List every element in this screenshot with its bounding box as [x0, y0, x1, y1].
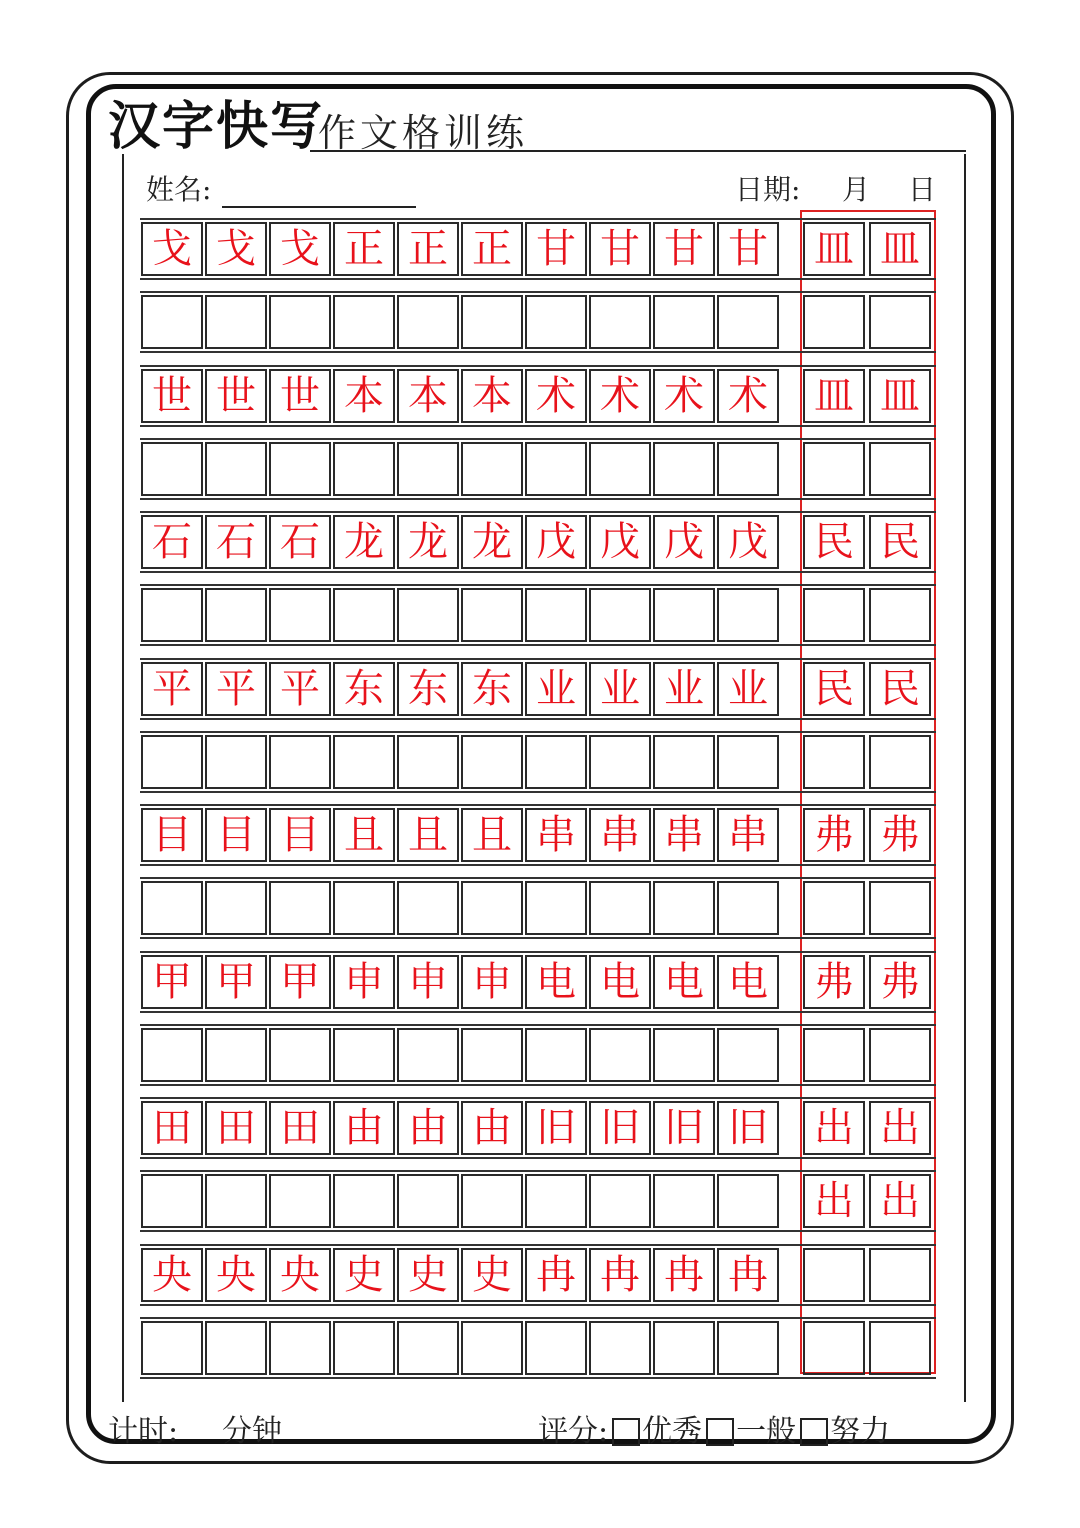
side-grid-cell[interactable]: 民: [869, 515, 931, 569]
side-grid-cell[interactable]: [803, 295, 865, 349]
grid-cell[interactable]: [461, 1321, 523, 1375]
grid-cell[interactable]: 正: [333, 222, 395, 276]
grid-cell[interactable]: 本: [397, 369, 459, 423]
grid-cell[interactable]: 正: [461, 222, 523, 276]
side-grid-cell[interactable]: 民: [803, 515, 865, 569]
side-grid-cell[interactable]: [803, 881, 865, 935]
grid-cell[interactable]: 申: [333, 955, 395, 1009]
date-day-label: 日: [908, 173, 937, 206]
model-row: [140, 1101, 936, 1155]
grid-cell[interactable]: [589, 1321, 651, 1375]
grid-cell[interactable]: [269, 1321, 331, 1375]
model-row: [140, 515, 936, 569]
grid-cell[interactable]: [461, 1174, 523, 1228]
timer-unit: 分钟: [222, 1414, 282, 1449]
grid-cell[interactable]: 串: [589, 808, 651, 862]
grid-cell[interactable]: [141, 442, 203, 496]
grade-option-effort: 努力: [830, 1414, 891, 1449]
grid-cell[interactable]: [269, 1028, 331, 1082]
grid-cell[interactable]: 本: [461, 369, 523, 423]
side-grid-cell[interactable]: 皿: [803, 222, 865, 276]
grid-cell[interactable]: 电: [589, 955, 651, 1009]
model-row: [140, 955, 936, 1009]
grid-cell[interactable]: 甘: [589, 222, 651, 276]
grid-cell[interactable]: [333, 588, 395, 642]
grid-cell[interactable]: [461, 295, 523, 349]
side-grid-cell[interactable]: [869, 295, 931, 349]
practice-row: [140, 295, 936, 349]
grid-cell[interactable]: 世: [269, 369, 331, 423]
side-grid-cell[interactable]: 民: [869, 662, 931, 716]
grid-cell[interactable]: 戈: [141, 222, 203, 276]
practice-row: [140, 1028, 936, 1082]
grid-cell[interactable]: 正: [397, 222, 459, 276]
grid-cell[interactable]: [141, 1174, 203, 1228]
model-row: [140, 808, 936, 862]
practice-row: [140, 1321, 936, 1375]
grid-cell[interactable]: [525, 881, 587, 935]
model-row: [140, 1248, 936, 1302]
title-rule: [310, 150, 966, 152]
grid-cell[interactable]: 戈: [269, 222, 331, 276]
grid-cell[interactable]: [141, 881, 203, 935]
side-grid-cell[interactable]: [803, 588, 865, 642]
grid-cell[interactable]: 戊: [653, 515, 715, 569]
grid-cell[interactable]: 术: [589, 369, 651, 423]
grid-cell[interactable]: [205, 1174, 267, 1228]
grid-cell[interactable]: 由: [461, 1101, 523, 1155]
grid-cell[interactable]: 世: [205, 369, 267, 423]
grid-cell[interactable]: 史: [397, 1248, 459, 1302]
grid-cell[interactable]: 世: [141, 369, 203, 423]
grade-label: 评分:: [538, 1414, 609, 1449]
side-grid-cell[interactable]: 弗: [803, 808, 865, 862]
grid-cell[interactable]: [717, 881, 779, 935]
grid-cell[interactable]: 戊: [717, 515, 779, 569]
grid-cell[interactable]: 史: [333, 1248, 395, 1302]
grid-cell[interactable]: 业: [717, 662, 779, 716]
grid-cell[interactable]: [589, 1174, 651, 1228]
grid-cell[interactable]: 由: [333, 1101, 395, 1155]
brand-title: 汉字快写: [108, 97, 325, 157]
side-grid-cell[interactable]: 弗: [803, 955, 865, 1009]
grid-cell[interactable]: [269, 442, 331, 496]
side-grid-cell[interactable]: [803, 1028, 865, 1082]
grid-cell[interactable]: [333, 881, 395, 935]
grid-cell[interactable]: [397, 1321, 459, 1375]
grid-cell[interactable]: 平: [141, 662, 203, 716]
grid-cell[interactable]: [333, 1321, 395, 1375]
grid-cell[interactable]: 龙: [333, 515, 395, 569]
grid-cell[interactable]: [397, 1028, 459, 1082]
grid-cell[interactable]: [205, 588, 267, 642]
grid-cell[interactable]: [717, 1321, 779, 1375]
grid-cell[interactable]: 目: [269, 808, 331, 862]
grid-cell[interactable]: 冉: [589, 1248, 651, 1302]
side-grid-cell[interactable]: [869, 442, 931, 496]
grid-cell[interactable]: [717, 442, 779, 496]
grid-cell[interactable]: 电: [717, 955, 779, 1009]
grid-cell[interactable]: [653, 735, 715, 789]
date-label: 日期:: [735, 173, 801, 206]
grid-cell[interactable]: 业: [525, 662, 587, 716]
grid-cell[interactable]: 平: [205, 662, 267, 716]
grid-cell[interactable]: 串: [525, 808, 587, 862]
grid-cell[interactable]: [653, 295, 715, 349]
grid-cell[interactable]: 平: [269, 662, 331, 716]
side-grid-cell[interactable]: 弗: [869, 955, 931, 1009]
grid-cell[interactable]: [525, 735, 587, 789]
model-row: [140, 222, 936, 276]
side-grid-cell[interactable]: 皿: [869, 222, 931, 276]
grid-cell[interactable]: [525, 295, 587, 349]
grid-cell[interactable]: [589, 442, 651, 496]
grid-cell[interactable]: [589, 735, 651, 789]
grid-cell[interactable]: [461, 735, 523, 789]
name-field[interactable]: [222, 206, 416, 208]
grid-cell[interactable]: [525, 588, 587, 642]
grid-cell[interactable]: [333, 735, 395, 789]
grid-cell[interactable]: 东: [333, 662, 395, 716]
grid-cell[interactable]: [141, 1028, 203, 1082]
grid-cell[interactable]: 戊: [525, 515, 587, 569]
side-grid-cell[interactable]: [869, 735, 931, 789]
side-grid-cell[interactable]: 皿: [803, 369, 865, 423]
grid-cell[interactable]: 央: [205, 1248, 267, 1302]
grid-cell[interactable]: 史: [461, 1248, 523, 1302]
date-month-label: 月: [842, 173, 871, 206]
grid-cell[interactable]: [269, 735, 331, 789]
side-grid-cell[interactable]: [869, 588, 931, 642]
grid-cell[interactable]: [141, 295, 203, 349]
grid-cell[interactable]: 戈: [205, 222, 267, 276]
grid-cell[interactable]: 术: [525, 369, 587, 423]
grid-cell[interactable]: [141, 588, 203, 642]
grid-cell[interactable]: [525, 442, 587, 496]
grid-cell[interactable]: 冉: [653, 1248, 715, 1302]
grid-cell[interactable]: 目: [205, 808, 267, 862]
grid-cell[interactable]: 旧: [717, 1101, 779, 1155]
grid-cell[interactable]: 甲: [269, 955, 331, 1009]
grid-cell[interactable]: 业: [653, 662, 715, 716]
side-grid-cell[interactable]: [869, 1248, 931, 1302]
side-grid-cell[interactable]: 弗: [869, 808, 931, 862]
grid-cell[interactable]: [269, 295, 331, 349]
grid-cell[interactable]: [205, 1321, 267, 1375]
side-grid-cell[interactable]: [803, 735, 865, 789]
practice-row: [140, 1174, 936, 1228]
grid-cell[interactable]: 本: [333, 369, 395, 423]
grid-cell[interactable]: [269, 1174, 331, 1228]
grid-cell[interactable]: 石: [269, 515, 331, 569]
grade-area: [538, 1410, 890, 1454]
grid-cell[interactable]: 甲: [205, 955, 267, 1009]
grid-cell[interactable]: 且: [397, 808, 459, 862]
side-grid-cell[interactable]: 民: [803, 662, 865, 716]
grid-cell[interactable]: 央: [269, 1248, 331, 1302]
side-grid-cell[interactable]: 出: [869, 1174, 931, 1228]
grade-checkbox-excellent[interactable]: [612, 1418, 640, 1446]
grid-cell[interactable]: [525, 1321, 587, 1375]
grid-cell[interactable]: 甘: [525, 222, 587, 276]
practice-row: [140, 735, 936, 789]
grid-cell[interactable]: [141, 1321, 203, 1375]
grid-cell[interactable]: 旧: [525, 1101, 587, 1155]
grid-cell[interactable]: 术: [717, 369, 779, 423]
grid-cell[interactable]: [717, 588, 779, 642]
grid-cell[interactable]: 旧: [589, 1101, 651, 1155]
side-grid-cell[interactable]: 出: [869, 1101, 931, 1155]
grid-cell[interactable]: 冉: [717, 1248, 779, 1302]
grid-cell[interactable]: [333, 1028, 395, 1082]
grid-cell[interactable]: 电: [653, 955, 715, 1009]
grid-cell[interactable]: 石: [141, 515, 203, 569]
grid-cell[interactable]: [205, 442, 267, 496]
grid-cell[interactable]: 且: [461, 808, 523, 862]
grid-cell[interactable]: [461, 588, 523, 642]
grid-cell[interactable]: [589, 1028, 651, 1082]
grid-cell[interactable]: 旧: [653, 1101, 715, 1155]
grade-option-excellent: 优秀: [642, 1414, 703, 1449]
side-grid-cell[interactable]: [869, 1321, 931, 1375]
side-grid-cell[interactable]: 出: [803, 1174, 865, 1228]
grid-cell[interactable]: [269, 881, 331, 935]
grid-cell[interactable]: 由: [397, 1101, 459, 1155]
grid-cell[interactable]: [653, 1174, 715, 1228]
grid-cell[interactable]: [653, 1321, 715, 1375]
grid-cell[interactable]: [717, 1028, 779, 1082]
grid-cell[interactable]: 目: [141, 808, 203, 862]
grid-cell[interactable]: [653, 1028, 715, 1082]
grid-cell[interactable]: 术: [653, 369, 715, 423]
grid-cell[interactable]: [333, 1174, 395, 1228]
grid-cell[interactable]: [461, 442, 523, 496]
grid-cell[interactable]: [269, 588, 331, 642]
grid-cell[interactable]: [653, 442, 715, 496]
grid-cell[interactable]: [653, 881, 715, 935]
grid-cell[interactable]: [717, 1174, 779, 1228]
side-grid-cell[interactable]: 皿: [869, 369, 931, 423]
grade-option-average: 一般: [736, 1414, 797, 1449]
grid-cell[interactable]: 甘: [653, 222, 715, 276]
grid-cell[interactable]: 申: [461, 955, 523, 1009]
side-grid-cell[interactable]: [869, 1028, 931, 1082]
grid-cell[interactable]: 东: [461, 662, 523, 716]
grid-cell[interactable]: 戊: [589, 515, 651, 569]
grid-cell[interactable]: [141, 735, 203, 789]
grid-cell[interactable]: [653, 588, 715, 642]
grid-cell[interactable]: 申: [397, 955, 459, 1009]
grid-cell[interactable]: 串: [653, 808, 715, 862]
grid-cell[interactable]: [333, 442, 395, 496]
grid-cell[interactable]: [397, 735, 459, 789]
model-row: [140, 662, 936, 716]
grade-checkbox-effort[interactable]: [800, 1418, 828, 1446]
grid-cell[interactable]: 石: [205, 515, 267, 569]
practice-row: [140, 588, 936, 642]
grid-cell[interactable]: [589, 295, 651, 349]
grid-cell[interactable]: 冉: [525, 1248, 587, 1302]
grid-cell[interactable]: 田: [269, 1101, 331, 1155]
sheet-subtitle: 作文格训练: [318, 111, 529, 155]
side-grid-cell[interactable]: [803, 1248, 865, 1302]
side-grid-cell[interactable]: [803, 442, 865, 496]
name-label: 姓名:: [146, 173, 212, 206]
grid-cell[interactable]: [397, 442, 459, 496]
grid-cell[interactable]: 且: [333, 808, 395, 862]
grid-cell[interactable]: 业: [589, 662, 651, 716]
grid-cell[interactable]: [397, 588, 459, 642]
grid-cell[interactable]: 东: [397, 662, 459, 716]
grid-cell[interactable]: [205, 295, 267, 349]
timer-label: 计时:: [108, 1414, 179, 1449]
grid-cell[interactable]: [397, 295, 459, 349]
grid-cell[interactable]: 甘: [717, 222, 779, 276]
grid-cell[interactable]: [589, 881, 651, 935]
side-grid-cell[interactable]: 出: [803, 1101, 865, 1155]
grid-cell[interactable]: [205, 1028, 267, 1082]
grade-checkbox-average[interactable]: [706, 1418, 734, 1446]
grid-cell[interactable]: 串: [717, 808, 779, 862]
grid-cell[interactable]: [333, 295, 395, 349]
side-grid-cell[interactable]: [869, 881, 931, 935]
grid-cell[interactable]: [461, 881, 523, 935]
grid-cell[interactable]: [461, 1028, 523, 1082]
grid-cell[interactable]: 田: [141, 1101, 203, 1155]
grid-cell[interactable]: 央: [141, 1248, 203, 1302]
grid-cell[interactable]: 龙: [461, 515, 523, 569]
practice-row: [140, 442, 936, 496]
grid-cell[interactable]: 甲: [141, 955, 203, 1009]
model-row: [140, 369, 936, 423]
grid-cell[interactable]: [205, 735, 267, 789]
side-grid-cell[interactable]: [803, 1321, 865, 1375]
grid-cell[interactable]: [525, 1174, 587, 1228]
grid-cell[interactable]: [717, 735, 779, 789]
grid-cell[interactable]: [525, 1028, 587, 1082]
grid-cell[interactable]: 龙: [397, 515, 459, 569]
grid-cell[interactable]: [397, 881, 459, 935]
grid-cell[interactable]: [397, 1174, 459, 1228]
grid-cell[interactable]: [717, 295, 779, 349]
grid-cell[interactable]: [589, 588, 651, 642]
grid-cell[interactable]: 电: [525, 955, 587, 1009]
grid-cell[interactable]: 田: [205, 1101, 267, 1155]
grid-cell[interactable]: [205, 881, 267, 935]
practice-row: [140, 881, 936, 935]
